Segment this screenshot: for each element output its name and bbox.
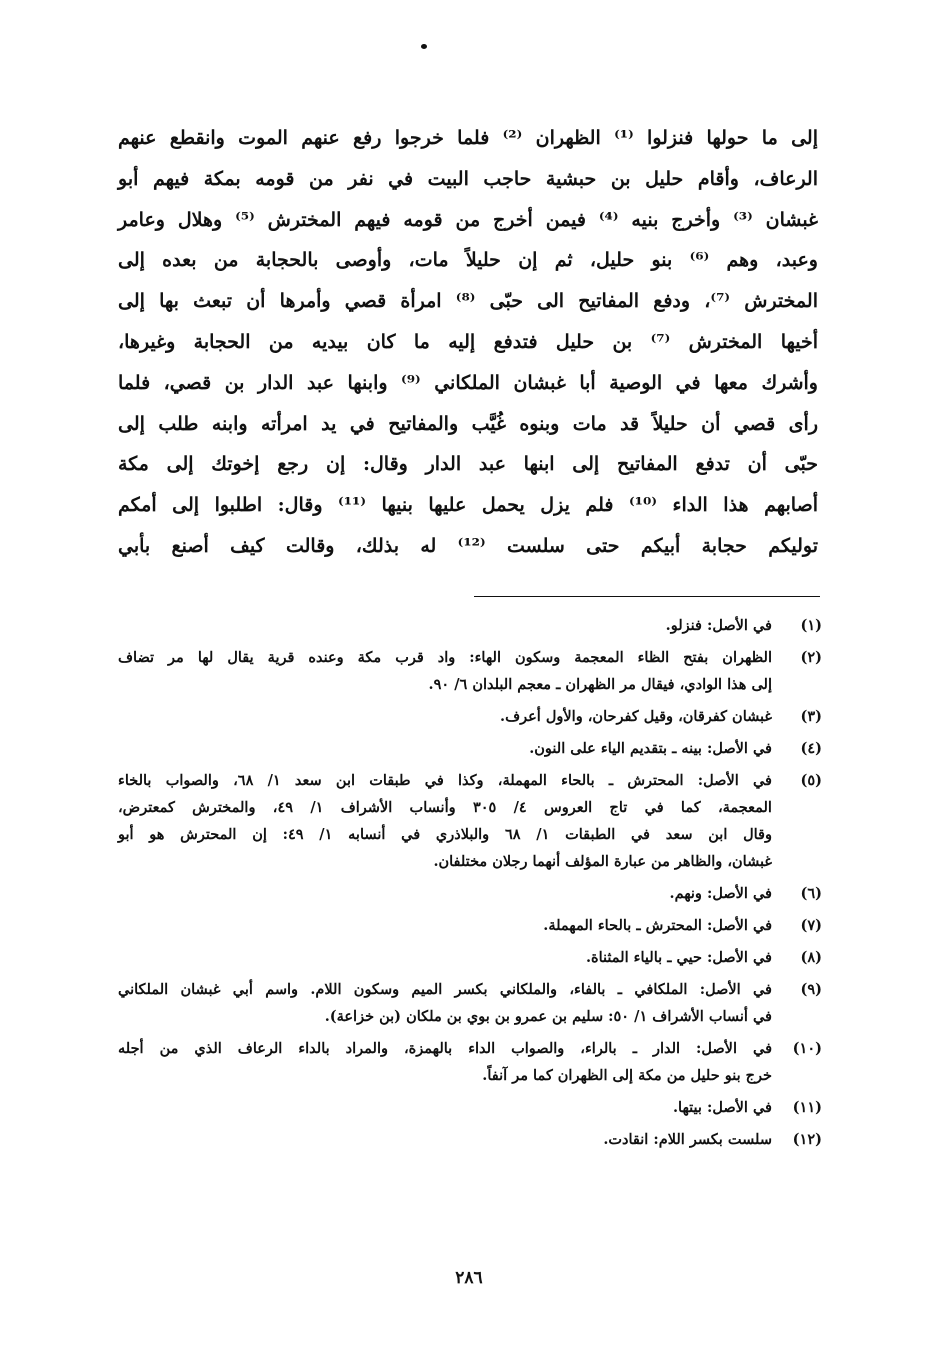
main-text xyxy=(118,118,818,567)
footnote-item xyxy=(118,644,822,698)
footnote-number: (١) xyxy=(800,617,822,634)
footnote-number: (٢) xyxy=(800,649,822,666)
footnote-item xyxy=(118,944,822,971)
footnote-number: (٧) xyxy=(800,917,822,934)
footnote-text: في الأصل: الملكافي ـ بالفاء، والملكاني بكسر الميم وسكون اللام. واسم أبي غبشان الملكاني xyxy=(118,981,772,998)
footnote-text: في الأصل: الدار ـ بالراء، والصواب الداء بالهمزة، والمراد بالداء الرعاف الذي من أجله xyxy=(118,1040,772,1057)
footnote-separator xyxy=(474,596,820,597)
footnote-item xyxy=(118,735,822,762)
footnote-text: غبشان كفرقان، وقيل كفرحان، والأول أعرف. xyxy=(500,708,772,725)
footnote-text: في الأصل: حيي ـ بالياء المثناة. xyxy=(585,949,772,966)
footnote-item xyxy=(118,1126,822,1153)
text-line: حبّى أن تدفع المفاتيح إلى ابنها عبد الدار وقال: إن رجع إخوتك إلى مكة xyxy=(118,453,818,476)
footnote-number: (٩) xyxy=(800,981,822,998)
footnote-number: (٤) xyxy=(800,740,822,757)
footnote-item xyxy=(118,1035,822,1089)
footnote-item xyxy=(118,912,822,939)
footnote-text: في الأصل: ونهم. xyxy=(669,885,772,902)
footnote-item xyxy=(118,612,822,639)
footnote-item xyxy=(118,976,822,1030)
header-dot-mark xyxy=(421,44,427,49)
footnote-text: الظهران بفتح الظاء المعجمة وسكون الهاء: واد قرب مكة وعنده قرية يقال لها مر تضاف xyxy=(118,649,772,666)
footnote-text: سلست بكسر اللام: انقادت. xyxy=(603,1131,772,1148)
text-line: إلى ما حولها فنزلوا ⁽¹⁾ الظهران ⁽²⁾ فلما خرجوا رفع عنهم الموت وانقطع عنهم xyxy=(118,127,818,149)
footnote-number: (٥) xyxy=(800,772,822,789)
text-line: وعبد، وهم ⁽⁶⁾ بنو حليل، ثم إن حليلاً مات، وأوصى بالحجابة من بعده إلى xyxy=(118,249,818,272)
footnote-text: إلى هذا الوادي، فيقال مر الظهران ـ معجم البلدان ٦/ ٩٠. xyxy=(428,676,772,693)
footnote-number: (٨) xyxy=(800,949,822,966)
text-line: توليكم حجابة أبيكم حتى سلست ⁽¹²⁾ له بذلك، وقالت كيف أصنع بأبي xyxy=(118,534,818,557)
text-line: أصابهم هذا الداء ⁽¹⁰⁾ فلم يزل يحمل عليها بنيها ⁽¹¹⁾ وقال: اطلبوا إلى أمكم xyxy=(118,494,819,517)
footnote-item xyxy=(118,1094,822,1121)
footnote-text: وقال ابن سعد في الطبقات ١/ ٦٨ والبلاذري في أنسابه ١/ ٤٩: إن المحترش هو أبو xyxy=(118,826,772,843)
footnote-text: غبشان، والظاهر من عبارة المؤلف أنهما رجلان مختلفان. xyxy=(433,853,772,870)
text-line: أخيها المخترش ⁽⁷⁾ بن حليل فتدفع إليه ما كان بيديه من الحجابة وغيرها، xyxy=(118,330,818,353)
footnote-item xyxy=(118,880,822,907)
text-line: المخترش ⁽⁷⁾، ودفع المفاتيح الى حبّى ⁽⁸⁾ امرأة قصي وأمرها أن تبعث بها إلى xyxy=(118,290,818,313)
text-line: الرعاف، وأقام حليل بن حبشية حاجب البيت في نفر من قومه بمكة فيهم أبو xyxy=(118,167,818,190)
text-line: غبشان ⁽³⁾ وأخرج بنيه ⁽⁴⁾ فيمن أخرج من قومه فيهم المخترش ⁽⁵⁾ وهلال وعامر xyxy=(118,208,818,231)
footnote-text: في الأصل: بيتها. xyxy=(673,1099,772,1116)
footnote-text: في الأصل: المحترش ـ بالحاء المهملة، وكذا في طبقات ابن سعد ١/ ٦٨، والصواب بالخاء xyxy=(118,772,772,789)
footnote-number: (١٢) xyxy=(792,1131,822,1148)
footnote-text: في الأصل: المحترش ـ بالحاء المهملة. xyxy=(543,917,772,934)
page-number: ٢٨٦ xyxy=(455,1268,483,1288)
footnote-item xyxy=(118,767,822,875)
text-line: رأى قصي أن حليلاً قد مات وبنوه غُيَّب والمفاتيح في يد امرأته وابنه طلب إلى xyxy=(118,412,818,435)
text-line: وأشرك معها في الوصية أبا غبشان الملكاني ⁽⁹⁾ وابنها عبد الدار بن قصي، فلما xyxy=(118,371,818,394)
footnote-text: في أنساب الأشراف ١/ ٥٠: سليم بن عمرو بن بوي بن ملكان (بن خزاعة). xyxy=(324,1008,772,1025)
footnote-text: في الأصل: بينه ـ بتقديم الياء على النون. xyxy=(529,740,772,757)
footnotes-section xyxy=(118,612,822,1158)
footnote-number: (٦) xyxy=(800,885,822,902)
footnote-number: (١١) xyxy=(792,1099,822,1116)
footnote-text: خرج بنو حليل من مكة إلى الظهران كما مر آنفاً. xyxy=(482,1067,772,1084)
footnote-number: (٣) xyxy=(800,708,822,725)
footnote-item xyxy=(118,703,822,730)
footnote-text: المعجمة، كما في تاج العروس ٤/ ٣٠٥ وأنساب الأشراف ١/ ٤٩، والمخترش كمعترض، xyxy=(118,799,772,816)
footnote-number: (١٠) xyxy=(792,1040,822,1057)
footnote-text: في الأصل: فنزلو. xyxy=(665,617,772,634)
